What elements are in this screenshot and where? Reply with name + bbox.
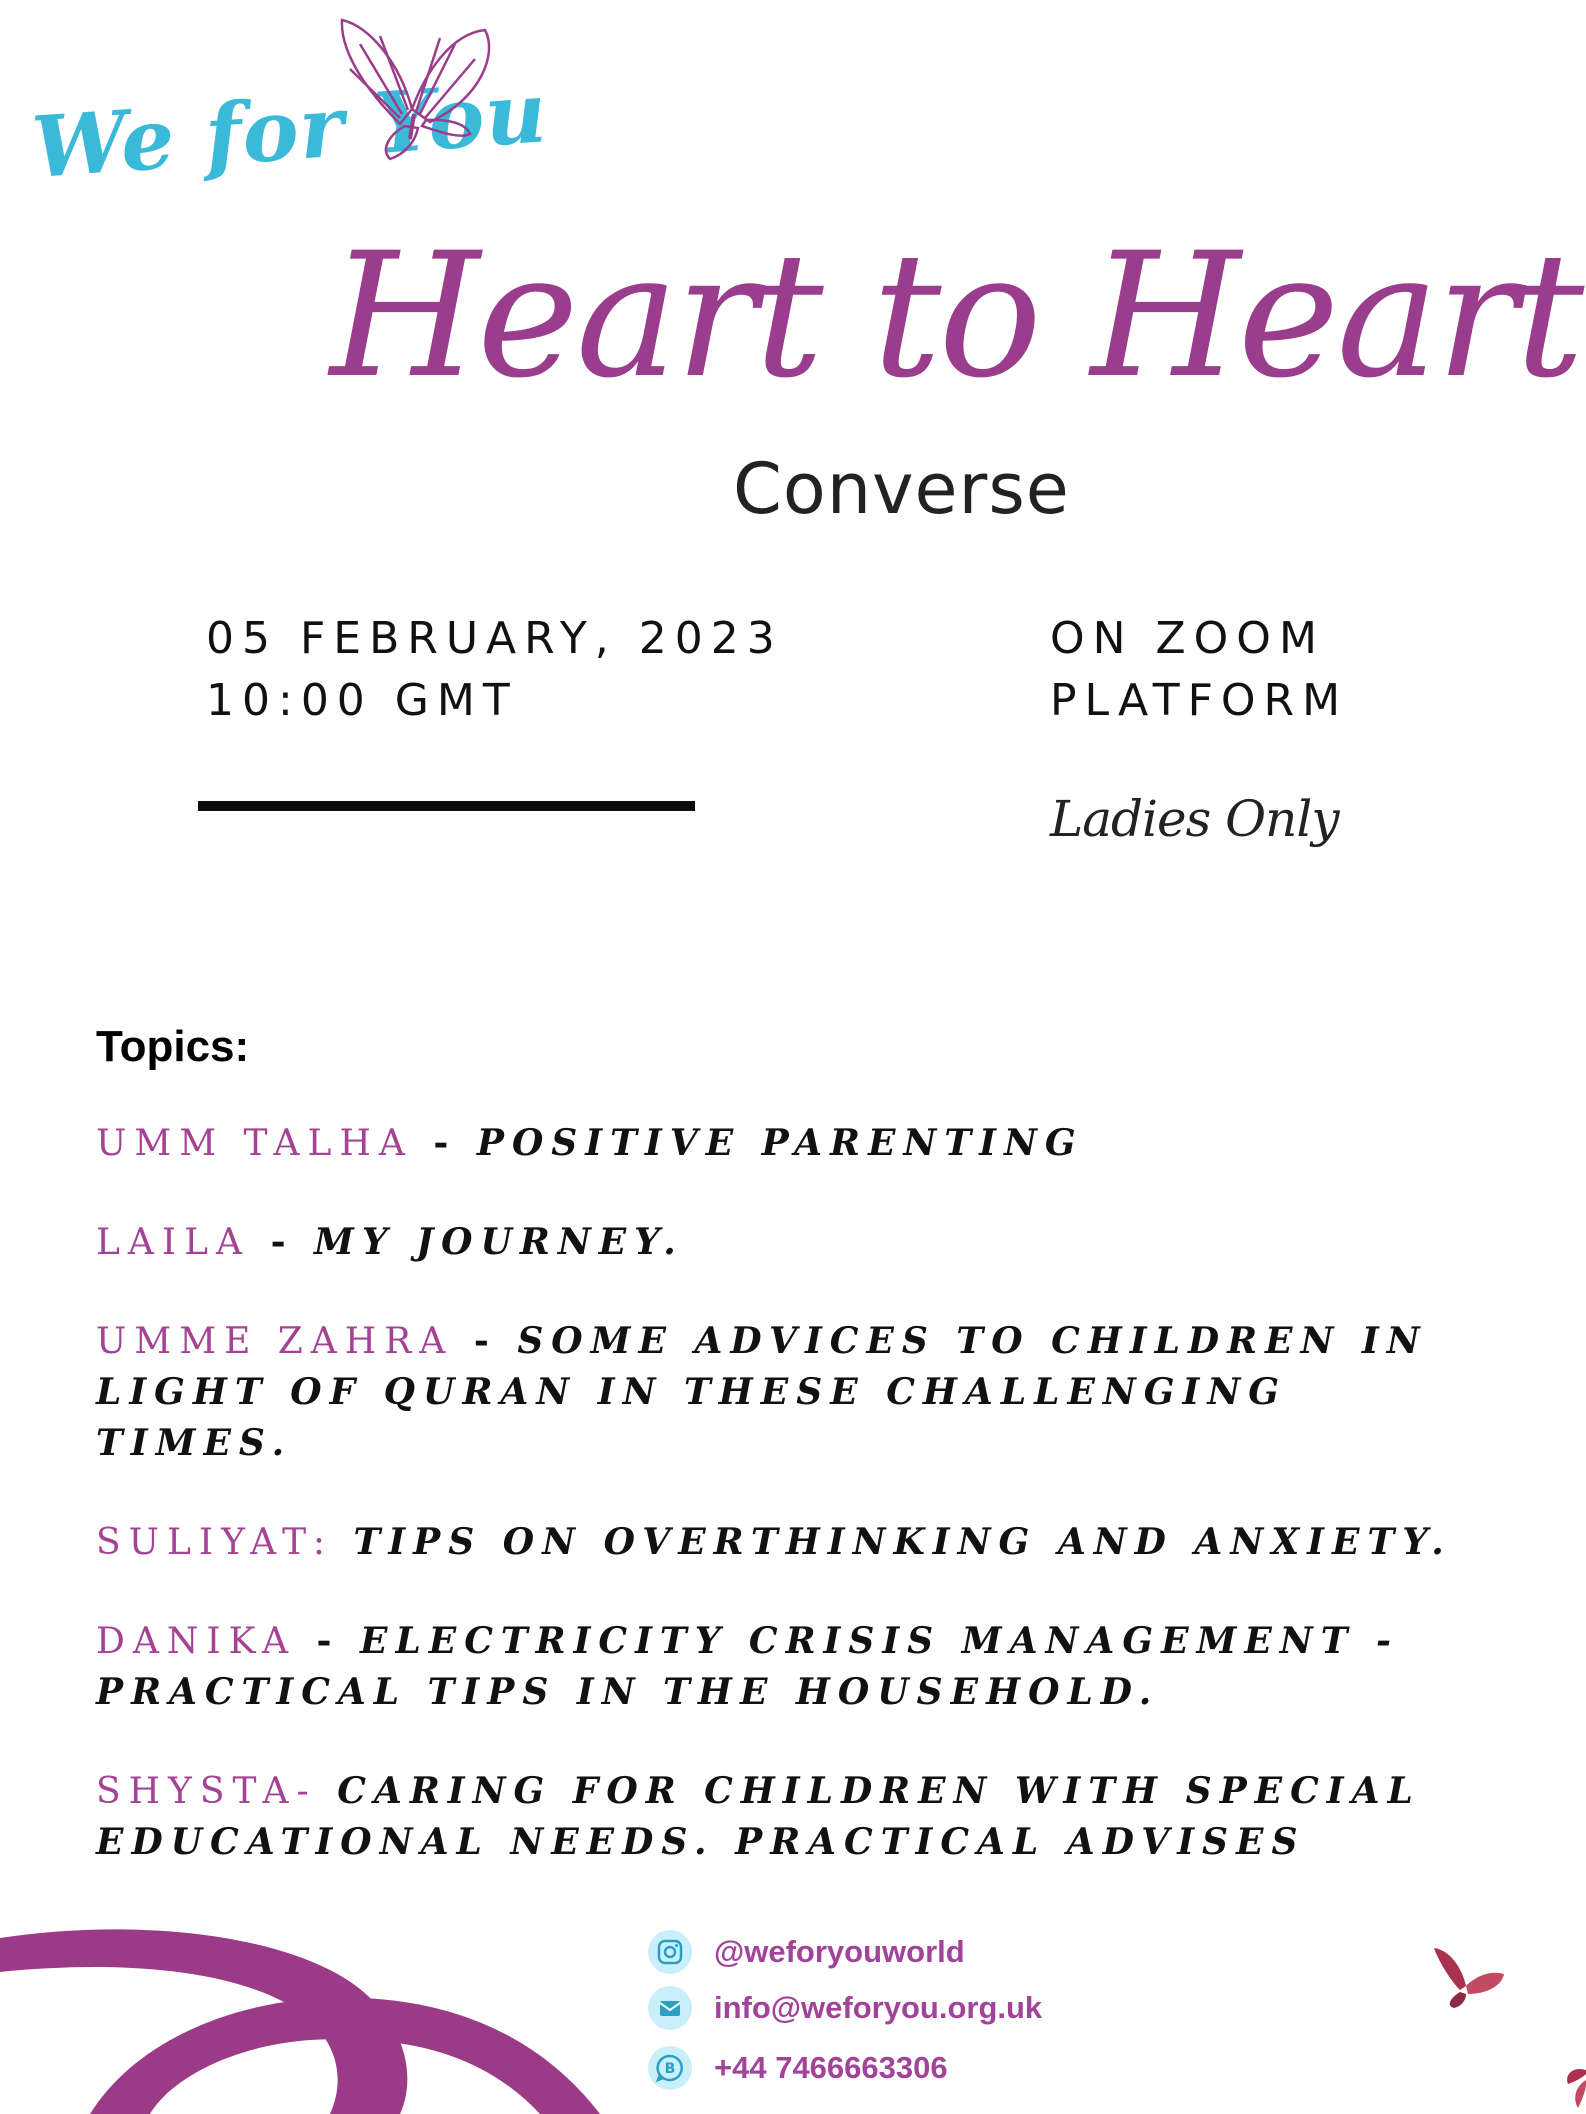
contact-instagram[interactable] (648, 1928, 965, 1976)
topic-item (96, 1118, 1496, 1169)
event-platform-line1: ON ZOOM (1050, 613, 1325, 664)
topic-separator: - (250, 1221, 315, 1263)
topic-subject: POSITIVE PARENTING (476, 1122, 1084, 1164)
ribbon-decoration (0, 1900, 700, 2114)
page-subtitle: Converse (733, 448, 1070, 530)
email-icon (648, 1986, 692, 2030)
topic-speaker: DANIKA (96, 1621, 297, 1662)
topic-subject: ELECTRICITY CRISIS MANAGEMENT - PRACTICAL TIPS IN THE HOUSEHOLD. (96, 1620, 1399, 1713)
contact-phone-text: +44 7466663306 (714, 2050, 948, 2085)
event-date: 05 FEBRUARY, 2023 (206, 613, 783, 664)
butterfly-icon (330, 14, 500, 164)
event-platform-line2: PLATFORM (1050, 675, 1349, 726)
page-title: Heart to Heart (330, 215, 1582, 416)
topic-speaker: LAILA (96, 1222, 251, 1263)
topics-heading: Topics: (96, 1022, 250, 1071)
topic-subject: TIPS ON OVERTHINKING AND ANXIETY. (353, 1521, 1452, 1563)
topic-speaker: UMM TALHA (96, 1123, 413, 1164)
topic-subject: CARING FOR CHILDREN WITH SPECIAL EDUCATIONAL NEEDS. PRACTICAL ADVISES (96, 1770, 1421, 1863)
contact-phone[interactable] (648, 2044, 948, 2092)
topic-separator: - (296, 1620, 361, 1662)
contact-email[interactable] (648, 1984, 1042, 2032)
topic-subject: SOME ADVICES TO CHILDREN IN LIGHT OF QURAN IN THESE CHALLENGING TIMES. (96, 1320, 1428, 1464)
topic-subject: MY JOURNEY. (314, 1221, 684, 1263)
topic-speaker: UMME ZAHRA (96, 1321, 454, 1362)
topic-speaker: SHYSTA- (96, 1771, 317, 1812)
topic-item (96, 1616, 1496, 1718)
butterfly-icon (1560, 2060, 1586, 2114)
topic-item (96, 1766, 1496, 1868)
topic-item (96, 1517, 1496, 1568)
svg-text:B: B (664, 2061, 676, 2077)
topic-item (96, 1217, 1496, 1268)
divider (198, 801, 695, 811)
event-time: 10:00 GMT (206, 675, 518, 726)
topic-separator: - (412, 1122, 477, 1164)
topic-separator: - (453, 1320, 518, 1362)
logo-text: We for You (29, 62, 551, 198)
instagram-icon (648, 1930, 692, 1974)
whatsapp-business-icon (648, 2046, 692, 2090)
topic-separator (333, 1521, 354, 1563)
butterfly-icon (1420, 1940, 1510, 2010)
event-audience: Ladies Only (1050, 790, 1339, 848)
topics-list (96, 1118, 1496, 1916)
topic-separator (317, 1770, 338, 1812)
topic-speaker: SULIYAT: (96, 1522, 333, 1563)
contact-instagram-text: @weforyouworld (714, 1934, 965, 1969)
logo (0, 0, 551, 200)
topic-item (96, 1316, 1496, 1469)
contact-email-text: info@weforyou.org.uk (714, 1990, 1043, 2025)
